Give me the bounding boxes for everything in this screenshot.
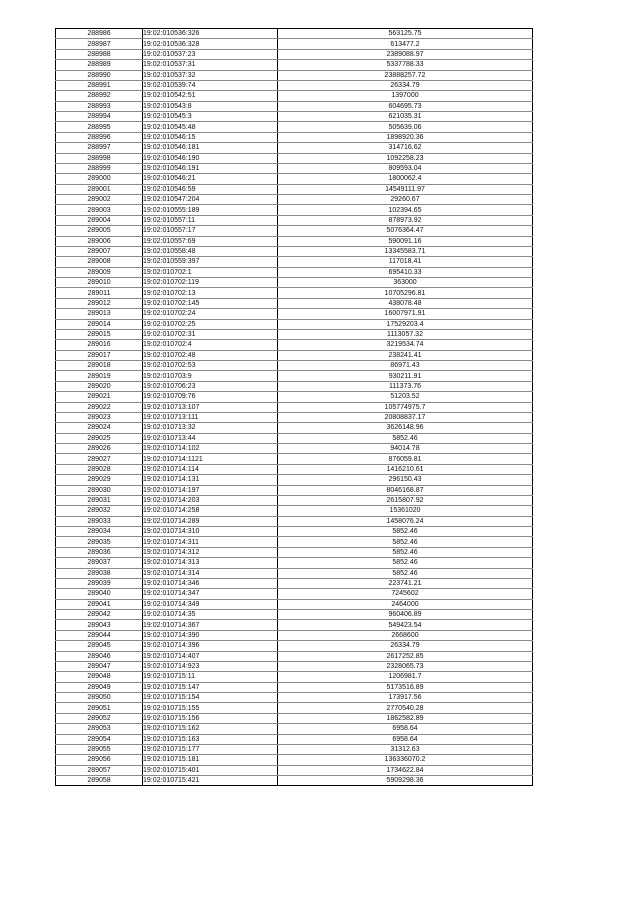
table-row [56, 309, 533, 319]
row-number-cell: 289050 [56, 693, 143, 703]
value-cell: 930211.91 [278, 371, 533, 381]
cadastral-number-cell: 19:02:010714:311 [143, 537, 278, 547]
row-number-cell: 288992 [56, 91, 143, 101]
table-row [56, 319, 533, 329]
row-number-cell: 289044 [56, 630, 143, 640]
cadastral-number-cell: 19:02:010546:59 [143, 184, 278, 194]
table-row [56, 112, 533, 122]
cadastral-number-cell: 19:02:010543:8 [143, 101, 278, 111]
table-row [56, 122, 533, 132]
cadastral-number-cell: 19:02:010702:48 [143, 350, 278, 360]
row-number-cell: 288991 [56, 80, 143, 90]
row-number-cell: 289014 [56, 319, 143, 329]
cadastral-number-cell: 19:02:010537:32 [143, 70, 278, 80]
table-row [56, 620, 533, 630]
value-cell: 7245602 [278, 589, 533, 599]
value-cell: 5337788.33 [278, 60, 533, 70]
cadastral-number-cell: 19:02:010537:31 [143, 60, 278, 70]
row-number-cell: 288997 [56, 143, 143, 153]
value-cell: 17529203.4 [278, 319, 533, 329]
row-number-cell: 289001 [56, 184, 143, 194]
table-row [56, 672, 533, 682]
cadastral-number-cell: 19:02:010713:32 [143, 423, 278, 433]
cadastral-number-cell: 19:02:010539:74 [143, 80, 278, 90]
table-row [56, 132, 533, 142]
value-cell: 94014.78 [278, 444, 533, 454]
value-cell: 314716.62 [278, 143, 533, 153]
value-cell: 26334.79 [278, 641, 533, 651]
value-cell: 238241.41 [278, 350, 533, 360]
cadastral-number-cell: 19:02:010715:177 [143, 744, 278, 754]
cadastral-number-cell: 19:02:010714:197 [143, 485, 278, 495]
cadastral-number-cell: 19:02:010702:25 [143, 319, 278, 329]
value-cell: 26334.79 [278, 80, 533, 90]
table-row [56, 641, 533, 651]
value-cell: 2615807.92 [278, 495, 533, 505]
cadastral-number-cell: 19:02:010713:107 [143, 402, 278, 412]
table-row [56, 485, 533, 495]
row-number-cell: 289029 [56, 475, 143, 485]
cadastral-number-cell: 19:02:010715:156 [143, 713, 278, 723]
table-row [56, 599, 533, 609]
row-number-cell: 289041 [56, 599, 143, 609]
value-cell: 16007971.91 [278, 309, 533, 319]
table-row [56, 143, 533, 153]
cadastral-number-cell: 19:02:010702:4 [143, 340, 278, 350]
cadastral-number-cell: 19:02:010714:347 [143, 589, 278, 599]
table-row [56, 693, 533, 703]
cadastral-number-cell: 19:02:010715:154 [143, 693, 278, 703]
cadastral-number-cell: 19:02:010715:11 [143, 672, 278, 682]
value-cell: 20808837.17 [278, 412, 533, 422]
cadastral-number-cell: 19:02:010557:11 [143, 215, 278, 225]
value-cell: 51203.52 [278, 392, 533, 402]
row-number-cell: 288994 [56, 112, 143, 122]
row-number-cell: 289010 [56, 278, 143, 288]
table-row [56, 454, 533, 464]
value-cell: 86971.43 [278, 361, 533, 371]
row-number-cell: 289049 [56, 682, 143, 692]
row-number-cell: 289031 [56, 495, 143, 505]
cadastral-number-cell: 19:02:010709:76 [143, 392, 278, 402]
table-row [56, 610, 533, 620]
row-number-cell: 289054 [56, 734, 143, 744]
value-cell: 878973.92 [278, 215, 533, 225]
table-row [56, 547, 533, 557]
value-cell: 2328065.73 [278, 661, 533, 671]
table-row [56, 423, 533, 433]
value-cell: 5173516.89 [278, 682, 533, 692]
value-cell: 2668600 [278, 630, 533, 640]
cadastral-number-cell: 19:02:010714:390 [143, 630, 278, 640]
cadastral-number-cell: 19:02:010714:923 [143, 661, 278, 671]
table-row [56, 195, 533, 205]
value-cell: 5852.46 [278, 537, 533, 547]
table-row [56, 371, 533, 381]
cadastral-number-cell: 19:02:010702:13 [143, 288, 278, 298]
value-cell: 1734622.84 [278, 765, 533, 775]
value-cell: 6958.64 [278, 734, 533, 744]
table-row [56, 381, 533, 391]
value-cell: 1862582.89 [278, 713, 533, 723]
cadastral-number-cell: 19:02:010714:258 [143, 506, 278, 516]
cadastral-number-cell: 19:02:010714:367 [143, 620, 278, 630]
value-cell: 1458076.24 [278, 516, 533, 526]
cadastral-number-cell: 19:02:010557:69 [143, 236, 278, 246]
row-number-cell: 289042 [56, 610, 143, 620]
row-number-cell: 289051 [56, 703, 143, 713]
row-number-cell: 288996 [56, 132, 143, 142]
cadastral-number-cell: 19:02:010715:162 [143, 724, 278, 734]
cadastral-number-cell: 19:02:010714:396 [143, 641, 278, 651]
value-cell: 8046168.87 [278, 485, 533, 495]
row-number-cell: 289034 [56, 527, 143, 537]
row-number-cell: 289026 [56, 444, 143, 454]
row-number-cell: 288986 [56, 29, 143, 39]
cadastral-number-cell: 19:02:010702:119 [143, 278, 278, 288]
value-cell: 2617252.85 [278, 651, 533, 661]
row-number-cell: 289055 [56, 744, 143, 754]
row-number-cell: 289028 [56, 464, 143, 474]
table-row [56, 298, 533, 308]
table-row [56, 153, 533, 163]
cadastral-number-cell: 19:02:010714:346 [143, 578, 278, 588]
value-cell: 5909298.36 [278, 776, 533, 786]
value-cell: 876059.81 [278, 454, 533, 464]
row-number-cell: 288998 [56, 153, 143, 163]
table-body [56, 29, 533, 786]
row-number-cell: 289008 [56, 257, 143, 267]
row-number-cell: 288990 [56, 70, 143, 80]
value-cell: 5852.46 [278, 527, 533, 537]
value-cell: 5852.46 [278, 433, 533, 443]
cadastral-number-cell: 19:02:010715:147 [143, 682, 278, 692]
value-cell: 549423.54 [278, 620, 533, 630]
value-cell: 2770540.28 [278, 703, 533, 713]
row-number-cell: 289006 [56, 236, 143, 246]
value-cell: 23888257.72 [278, 70, 533, 80]
value-cell: 613477.2 [278, 39, 533, 49]
table-row [56, 361, 533, 371]
row-number-cell: 289025 [56, 433, 143, 443]
row-number-cell: 289019 [56, 371, 143, 381]
cadastral-number-cell: 19:02:010702:24 [143, 309, 278, 319]
table-row [56, 703, 533, 713]
row-number-cell: 289011 [56, 288, 143, 298]
row-number-cell: 289058 [56, 776, 143, 786]
table-row [56, 70, 533, 80]
cadastral-number-cell: 19:02:010546:15 [143, 132, 278, 142]
table-row [56, 329, 533, 339]
value-cell: 809593.04 [278, 163, 533, 173]
table-row [56, 402, 533, 412]
row-number-cell: 289005 [56, 226, 143, 236]
table-row [56, 744, 533, 754]
table-row [56, 246, 533, 256]
table-row [56, 433, 533, 443]
table-row [56, 444, 533, 454]
table-row [56, 630, 533, 640]
row-number-cell: 289036 [56, 547, 143, 557]
cadastral-number-cell: 19:02:010559:397 [143, 257, 278, 267]
row-number-cell: 289027 [56, 454, 143, 464]
table-row [56, 765, 533, 775]
cadastral-number-cell: 19:02:010536:326 [143, 29, 278, 39]
table-row [56, 215, 533, 225]
table-row [56, 558, 533, 568]
row-number-cell: 289052 [56, 713, 143, 723]
row-number-cell: 288987 [56, 39, 143, 49]
table-row [56, 651, 533, 661]
cadastral-number-cell: 19:02:010714:131 [143, 475, 278, 485]
cadastral-number-cell: 19:02:010702:53 [143, 361, 278, 371]
table-row [56, 60, 533, 70]
cadastral-number-cell: 19:02:010546:190 [143, 153, 278, 163]
table-row [56, 506, 533, 516]
value-cell: 102394.65 [278, 205, 533, 215]
cadastral-number-cell: 19:02:010706:23 [143, 381, 278, 391]
table-row [56, 350, 533, 360]
table-row [56, 392, 533, 402]
value-cell: 438078.48 [278, 298, 533, 308]
row-number-cell: 288989 [56, 60, 143, 70]
cadastral-number-cell: 19:02:010542:51 [143, 91, 278, 101]
table-row [56, 288, 533, 298]
value-cell: 1898920.36 [278, 132, 533, 142]
row-number-cell: 289043 [56, 620, 143, 630]
row-number-cell: 289057 [56, 765, 143, 775]
row-number-cell: 288988 [56, 49, 143, 59]
value-cell: 136336070.2 [278, 755, 533, 765]
row-number-cell: 288993 [56, 101, 143, 111]
value-cell: 5852.46 [278, 568, 533, 578]
table-row [56, 257, 533, 267]
row-number-cell: 289035 [56, 537, 143, 547]
cadastral-number-cell: 19:02:010714:349 [143, 599, 278, 609]
value-cell: 29260.67 [278, 195, 533, 205]
table-row [56, 755, 533, 765]
table-row [56, 568, 533, 578]
row-number-cell: 289056 [56, 755, 143, 765]
cadastral-number-cell: 19:02:010703:9 [143, 371, 278, 381]
table-row [56, 682, 533, 692]
cadastral-number-cell: 19:02:010558:48 [143, 246, 278, 256]
cadastral-number-cell: 19:02:010546:21 [143, 174, 278, 184]
table-row [56, 236, 533, 246]
cadastral-number-cell: 19:02:010714:102 [143, 444, 278, 454]
value-cell: 173917.56 [278, 693, 533, 703]
cadastral-number-cell: 19:02:010536:328 [143, 39, 278, 49]
cadastral-number-cell: 19:02:010715:163 [143, 734, 278, 744]
value-cell: 1206981.7 [278, 672, 533, 682]
value-cell: 14549111.97 [278, 184, 533, 194]
row-number-cell: 289037 [56, 558, 143, 568]
value-cell: 296150.43 [278, 475, 533, 485]
value-cell: 960406.89 [278, 610, 533, 620]
value-cell: 117018.41 [278, 257, 533, 267]
table-row [56, 226, 533, 236]
table-row [56, 340, 533, 350]
table-row [56, 205, 533, 215]
row-number-cell: 289030 [56, 485, 143, 495]
row-number-cell: 289040 [56, 589, 143, 599]
cadastral-number-cell: 19:02:010714:313 [143, 558, 278, 568]
cadastral-number-cell: 19:02:010537:23 [143, 49, 278, 59]
cadastral-number-cell: 19:02:010557:17 [143, 226, 278, 236]
value-cell: 13345583.71 [278, 246, 533, 256]
row-number-cell: 289022 [56, 402, 143, 412]
value-cell: 5076364.47 [278, 226, 533, 236]
table-row [56, 527, 533, 537]
table-row [56, 184, 533, 194]
table-row [56, 475, 533, 485]
table-row [56, 464, 533, 474]
cadastral-number-cell: 19:02:010702:145 [143, 298, 278, 308]
value-cell: 31312.63 [278, 744, 533, 754]
cadastral-number-cell: 19:02:010702:1 [143, 267, 278, 277]
row-number-cell: 289013 [56, 309, 143, 319]
table-row [56, 724, 533, 734]
value-cell: 111373.76 [278, 381, 533, 391]
row-number-cell: 289047 [56, 661, 143, 671]
row-number-cell: 289048 [56, 672, 143, 682]
value-cell: 695410.33 [278, 267, 533, 277]
row-number-cell: 289017 [56, 350, 143, 360]
cadastral-number-cell: 19:02:010713:44 [143, 433, 278, 443]
value-cell: 505639.06 [278, 122, 533, 132]
row-number-cell: 289007 [56, 246, 143, 256]
table-row [56, 174, 533, 184]
row-number-cell: 289020 [56, 381, 143, 391]
value-cell: 1397000 [278, 91, 533, 101]
table-row [56, 516, 533, 526]
row-number-cell: 289000 [56, 174, 143, 184]
table-row [56, 278, 533, 288]
table-row [56, 578, 533, 588]
value-cell: 1416210.61 [278, 464, 533, 474]
row-number-cell: 289033 [56, 516, 143, 526]
cadastral-number-cell: 19:02:010714:114 [143, 464, 278, 474]
cadastral-number-cell: 19:02:010715:421 [143, 776, 278, 786]
table-row [56, 589, 533, 599]
value-cell: 5852.46 [278, 558, 533, 568]
row-number-cell: 288999 [56, 163, 143, 173]
value-cell: 105774975.7 [278, 402, 533, 412]
value-cell: 223741.21 [278, 578, 533, 588]
row-number-cell: 289045 [56, 641, 143, 651]
value-cell: 5852.46 [278, 547, 533, 557]
table-row [56, 91, 533, 101]
row-number-cell: 289032 [56, 506, 143, 516]
table-row [56, 49, 533, 59]
cadastral-number-cell: 19:02:010714:314 [143, 568, 278, 578]
row-number-cell: 289039 [56, 578, 143, 588]
cadastral-number-cell: 19:02:010702:31 [143, 329, 278, 339]
table-row [56, 80, 533, 90]
value-cell: 6958.64 [278, 724, 533, 734]
cadastral-number-cell: 19:02:010714:35 [143, 610, 278, 620]
table-row [56, 713, 533, 723]
table-row [56, 661, 533, 671]
table-row [56, 412, 533, 422]
table-row [56, 734, 533, 744]
row-number-cell: 289046 [56, 651, 143, 661]
cadastral-number-cell: 19:02:010714:310 [143, 527, 278, 537]
cadastral-number-cell: 19:02:010714:203 [143, 495, 278, 505]
row-number-cell: 289002 [56, 195, 143, 205]
cadastral-number-cell: 19:02:010546:181 [143, 143, 278, 153]
value-cell: 3626148.96 [278, 423, 533, 433]
cadastral-number-cell: 19:02:010713:111 [143, 412, 278, 422]
row-number-cell: 289038 [56, 568, 143, 578]
cadastral-number-cell: 19:02:010545:48 [143, 122, 278, 132]
cadastral-value-table [55, 28, 533, 786]
table-row [56, 537, 533, 547]
row-number-cell: 289018 [56, 361, 143, 371]
cadastral-number-cell: 19:02:010714:312 [143, 547, 278, 557]
row-number-cell: 289009 [56, 267, 143, 277]
row-number-cell: 288995 [56, 122, 143, 132]
value-cell: 2389088.97 [278, 49, 533, 59]
table-row [56, 267, 533, 277]
value-cell: 590091.16 [278, 236, 533, 246]
table-row [56, 776, 533, 786]
table-row [56, 163, 533, 173]
value-cell: 10705296.81 [278, 288, 533, 298]
value-cell: 621035.31 [278, 112, 533, 122]
cadastral-number-cell: 19:02:010546:191 [143, 163, 278, 173]
row-number-cell: 289053 [56, 724, 143, 734]
table-row [56, 101, 533, 111]
cadastral-number-cell: 19:02:010545:3 [143, 112, 278, 122]
table-row [56, 29, 533, 39]
cadastral-number-cell: 19:02:010715:155 [143, 703, 278, 713]
value-cell: 1800062.4 [278, 174, 533, 184]
cadastral-number-cell: 19:02:010715:401 [143, 765, 278, 775]
cadastral-number-cell: 19:02:010714:407 [143, 651, 278, 661]
table-row [56, 495, 533, 505]
value-cell: 1113057.32 [278, 329, 533, 339]
value-cell: 1092258.23 [278, 153, 533, 163]
row-number-cell: 289016 [56, 340, 143, 350]
cadastral-number-cell: 19:02:010714:289 [143, 516, 278, 526]
value-cell: 363000 [278, 278, 533, 288]
cadastral-number-cell: 19:02:010555:189 [143, 205, 278, 215]
row-number-cell: 289023 [56, 412, 143, 422]
value-cell: 3219534.74 [278, 340, 533, 350]
cadastral-number-cell: 19:02:010714:1121 [143, 454, 278, 464]
row-number-cell: 289004 [56, 215, 143, 225]
cadastral-number-cell: 19:02:010547:204 [143, 195, 278, 205]
row-number-cell: 289021 [56, 392, 143, 402]
row-number-cell: 289015 [56, 329, 143, 339]
value-cell: 604695.73 [278, 101, 533, 111]
value-cell: 15361020 [278, 506, 533, 516]
row-number-cell: 289012 [56, 298, 143, 308]
value-cell: 2464000 [278, 599, 533, 609]
value-cell: 563125.75 [278, 29, 533, 39]
cadastral-number-cell: 19:02:010715:181 [143, 755, 278, 765]
table-row [56, 39, 533, 49]
row-number-cell: 289003 [56, 205, 143, 215]
row-number-cell: 289024 [56, 423, 143, 433]
